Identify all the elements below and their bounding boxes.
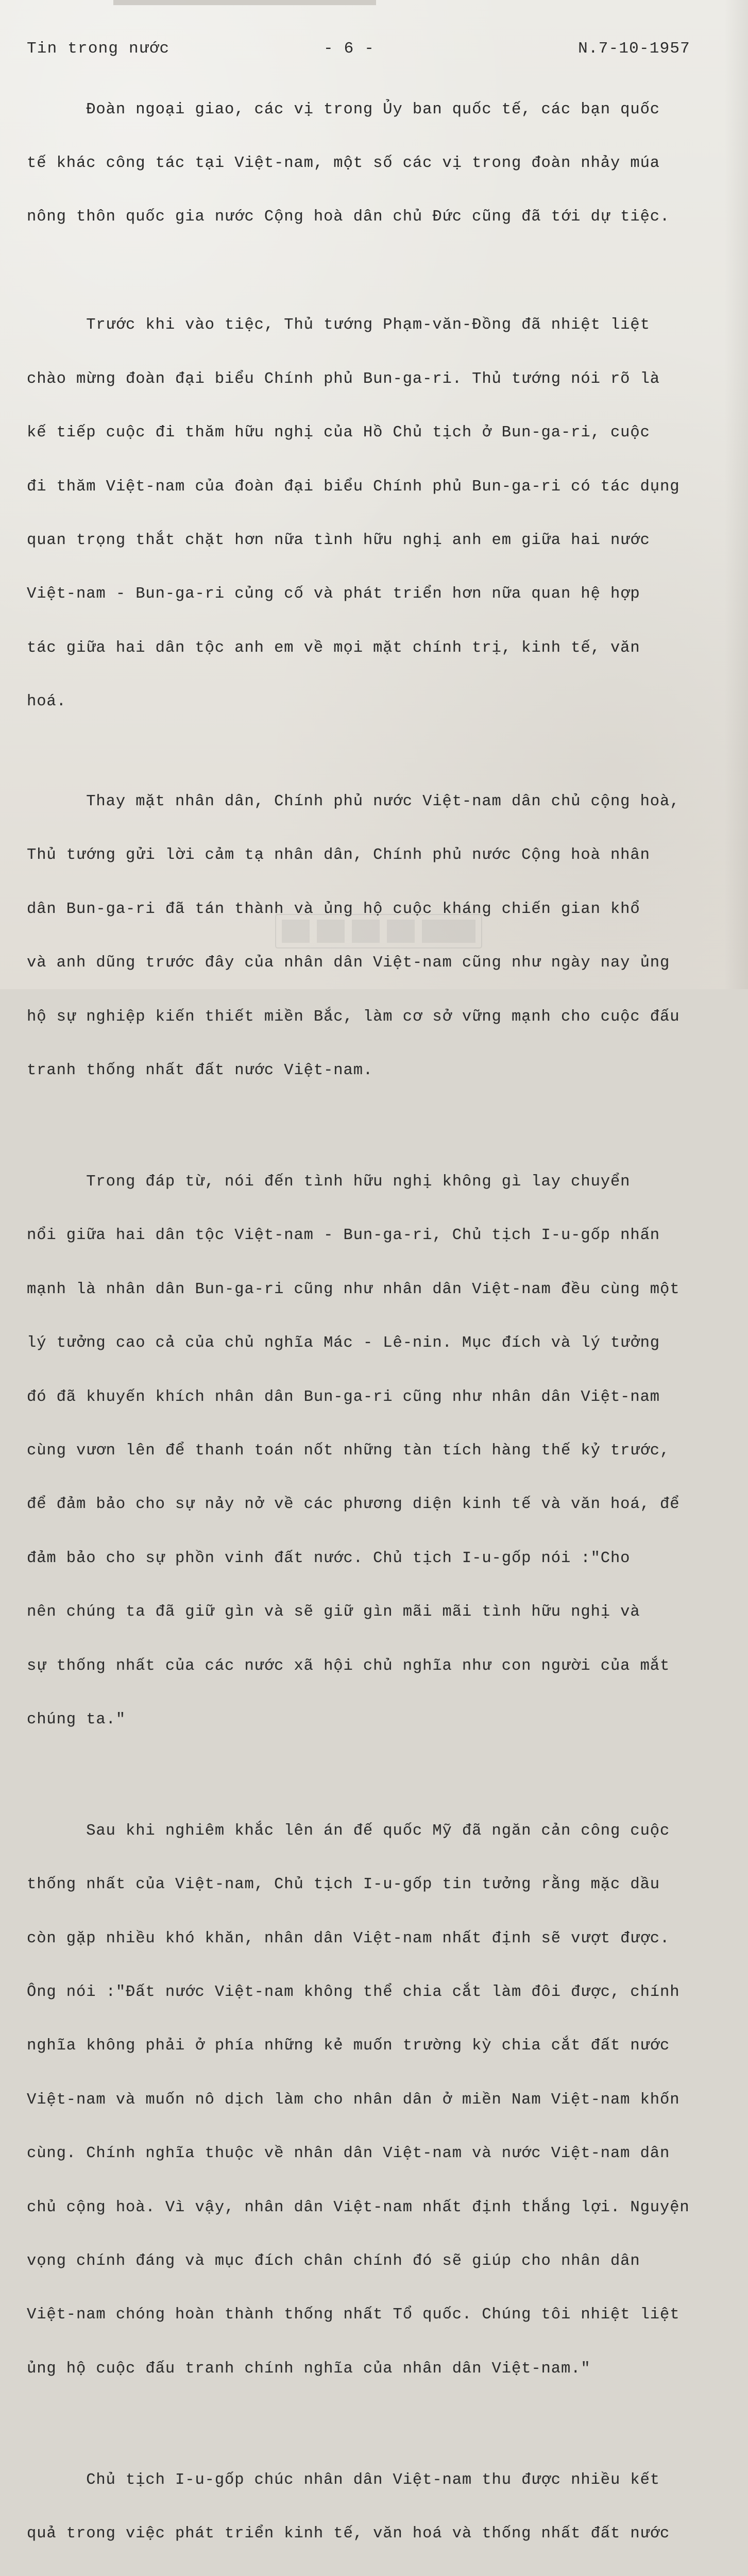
section-title: Tin trong nước — [27, 40, 170, 58]
paragraph-4 — [27, 1137, 721, 1765]
paragraph-line: Chủ tịch I-u-gốp chúc nhân dân Việt-nam thu được nhiều kết — [27, 2471, 660, 2489]
paragraph-line: lý tưởng cao cả của chủ nghĩa Mác - Lê-nin. Mục đích và lý tưởng — [27, 1334, 660, 1352]
paragraph-line: Thủ tướng gửi lời cảm tạ nhân dân, Chính phủ nước Cộng hoà nhân — [27, 846, 650, 865]
paragraph-line: thống nhất của Việt-nam, Chủ tịch I-u-gốp tin tưởng rằng mặc dầu — [27, 1876, 660, 1894]
top-paper-strip — [113, 0, 376, 5]
paragraph-2 — [27, 281, 721, 747]
paragraph-line: đảm bảo cho sự phồn vinh đất nước. Chủ tịch I-u-gốp nói :"Cho — [27, 1549, 631, 1567]
paragraph-line: đó đã khuyến khích nhân dân Bun-ga-ri cũng như nhân dân Việt-nam — [27, 1388, 660, 1406]
paragraph-line: quả trong việc phát triển kinh tế, văn hoá và thống nhất đất nước — [27, 2525, 670, 2543]
page-number: - 6 - — [324, 40, 375, 58]
paragraph-line: Việt-nam chóng hoàn thành thống nhất Tổ quốc. Chúng tôi nhiệt liệt — [27, 2306, 680, 2324]
paragraph-line: tác giữa hai dân tộc anh em về mọi mặt chính trị, kinh tế, văn — [27, 639, 640, 657]
page-header — [27, 38, 690, 60]
paragraph-line: nghĩa không phải ở phía những kẻ muốn trường kỳ chia cắt đất nước — [27, 2037, 670, 2055]
paragraph-line: cùng vươn lên để thanh toán nốt những tàn tích hàng thế kỷ trước, — [27, 1442, 670, 1460]
paragraph-line: sự thống nhất của các nước xã hội chủ nghĩa như con người của mắt — [27, 1657, 670, 1675]
paragraph-line: nên chúng ta đã giữ gìn và sẽ giữ gìn mãi mãi tình hữu nghị và — [27, 1603, 640, 1621]
paragraph-line: Thay mặt nhân dân, Chính phủ nước Việt-nam dân chủ cộng hoà, — [27, 793, 680, 811]
paragraph-line: còn gặp nhiều khó khăn, nhân dân Việt-nam nhất định sẽ vượt được. — [27, 1929, 670, 1947]
paragraph-1 — [27, 65, 721, 262]
paragraph-line: Trước khi vào tiệc, Thủ tướng Phạm-văn-Đồng đã nhiệt liệt — [27, 316, 650, 334]
paragraph-line: tế khác công tác tại Việt-nam, một số các vị trong đoàn nhảy múa — [27, 154, 660, 172]
paragraph-line: ủng hộ cuộc đấu tranh chính nghĩa của nhân dân Việt-nam." — [27, 2360, 591, 2378]
paragraph-line: tranh thống nhất đất nước Việt-nam. — [27, 1062, 373, 1080]
paragraph-line: Sau khi nghiêm khắc lên án đế quốc Mỹ đã ngăn cản công cuộc — [27, 1822, 670, 1840]
paragraph-line: đi thăm Việt-nam của đoàn đại biểu Chính phủ Bun-ga-ri có tác dụng — [27, 478, 680, 496]
paragraph-line: mạnh là nhân dân Bun-ga-ri cũng như nhân dân Việt-nam đều cùng một — [27, 1280, 680, 1298]
document-date: N.7-10-1957 — [578, 40, 690, 58]
paragraph-line: để đảm bảo cho sự nảy nở về các phương diện kinh tế và văn hoá, để — [27, 1496, 680, 1514]
paragraph-line: nông thôn quốc gia nước Cộng hoà dân chủ Đức cũng đã tới dự tiệc. — [27, 208, 670, 226]
body-text — [27, 65, 721, 2576]
paragraph-line: kế tiếp cuộc đi thăm hữu nghị của Hồ Chủ tịch ở Bun-ga-ri, cuộc — [27, 424, 650, 442]
paragraph-line: chào mừng đoàn đại biểu Chính phủ Bun-ga-ri. Thủ tướng nói rõ là — [27, 370, 660, 388]
paragraph-line: Việt-nam và muốn nô dịch làm cho nhân dân ở miền Nam Việt-nam khốn — [27, 2091, 680, 2109]
paragraph-line: chủ cộng hoà. Vì vậy, nhân dân Việt-nam nhất định thắng lợi. Nguyện — [27, 2198, 690, 2216]
paragraph-5 — [27, 1786, 721, 2414]
paragraph-line: quan trọng thắt chặt hơn nữa tình hữu nghị anh em giữa hai nước — [27, 531, 650, 549]
paragraph-line: vọng chính đáng và mục đích chân chính đó sẽ giúp cho nhân dân — [27, 2252, 640, 2270]
paragraph-line: chúng ta." — [27, 1710, 126, 1728]
paragraph-line: nổi giữa hai dân tộc Việt-nam - Bun-ga-ri, Chủ tịch I-u-gốp nhấn — [27, 1227, 660, 1245]
paragraph-line: và anh dũng trước đây của nhân dân Việt-nam cũng như ngày nay ủng — [27, 954, 670, 972]
page-edge-shadow — [724, 0, 748, 989]
paragraph-line: hoá. — [27, 693, 66, 711]
paragraph-line: Việt-nam - Bun-ga-ri củng cố và phát triển hơn nữa quan hệ hợp — [27, 585, 640, 603]
paragraph-line: Ông nói :"Đất nước Việt-nam không thể chia cắt làm đôi được, chính — [27, 1984, 680, 2002]
paragraph-line: dân Bun-ga-ri đã tán thành và ủng hộ cuộc kháng chiến gian khổ — [27, 900, 640, 918]
paragraph-3 — [27, 757, 721, 1115]
paragraph-line: Đoàn ngoại giao, các vị trong Ủy ban quốc tế, các bạn quốc — [27, 100, 660, 118]
paragraph-line: Trong đáp từ, nói đến tình hữu nghị không gì lay chuyển — [27, 1173, 631, 1191]
paragraph-6 — [27, 2435, 721, 2576]
paragraph-line: hộ sự nghiệp kiến thiết miền Bắc, làm cơ sở vững mạnh cho cuộc đấu — [27, 1008, 680, 1026]
paragraph-line: cùng. Chính nghĩa thuộc về nhân dân Việt-nam và nước Việt-nam dân — [27, 2145, 670, 2163]
